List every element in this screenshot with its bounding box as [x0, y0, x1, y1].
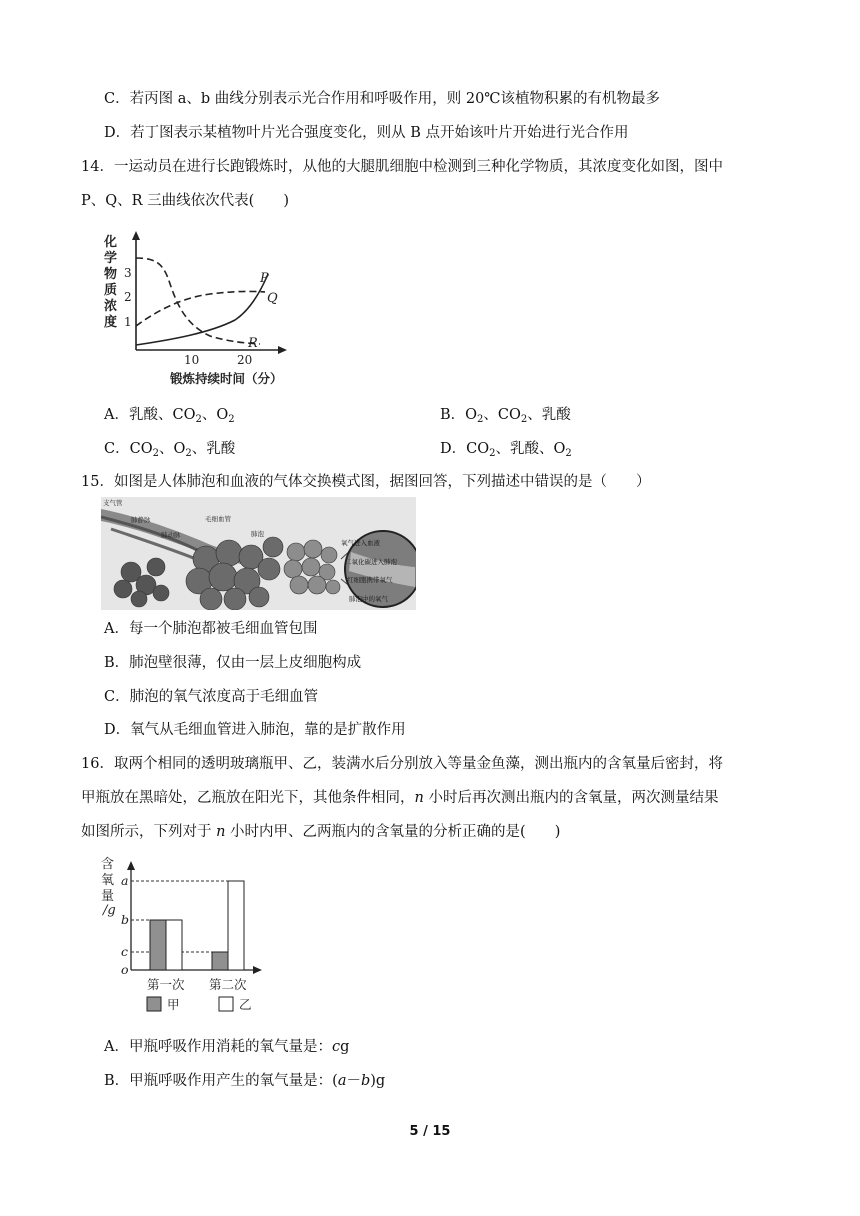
- q15-label-oxygen-to-blood: 氧气进入血液: [341, 539, 380, 547]
- q15-label-co2-to-alveolus: 二氧化碳进入肺泡: [345, 558, 397, 566]
- q15-alveoli-cluster: [186, 537, 283, 610]
- q14-label-r: R: [248, 336, 258, 351]
- q16-category-first: 第一次: [147, 977, 185, 992]
- q16-category-second: 第二次: [209, 977, 247, 992]
- q14-option-a: A．乳酸、$CO_2$、$O_2$: [104, 407, 235, 425]
- q16-stem-line1: 16．取两个相同的透明玻璃瓶甲、乙，装满水后分别放入等量金鱼藻，测出瓶内的含氧量后密封，将: [81, 756, 723, 772]
- q16-x-arrow: [253, 966, 262, 974]
- q14-ylabel-char: 学: [104, 251, 118, 266]
- q16-bar-jia-2: [212, 952, 228, 970]
- q14-label-p: P: [260, 271, 269, 286]
- q14-x-arrow: [278, 346, 287, 354]
- q13-option-d: D．若丁图表示某植物叶片光合强度变化，则从 B 点开始该叶片开始进行光合作用: [104, 125, 629, 141]
- q15-option-a: A．每一个肺泡都被毛细血管包围: [104, 621, 318, 637]
- q14-option-b: B．$O_2$、$CO_2$、乳酸: [440, 407, 571, 425]
- q14-curve-q: [136, 291, 265, 326]
- q13-option-c: C．若丙图 a、b 曲线分别表示光合作用和呼吸作用，则 20℃该植物积累的有机物最多: [104, 91, 661, 107]
- q14-ylabel-char: 物: [104, 267, 118, 282]
- q14-option-c: C．$CO_2$、$O_2$、乳酸: [104, 441, 236, 459]
- q16-ylabel-char: 氧: [101, 873, 115, 888]
- q15-stem: 15．如图是人体肺泡和血液的气体交换模式图，据图回答，下列描述中错误的是（ ）: [81, 474, 651, 490]
- q16-ytick-a: a: [121, 873, 129, 888]
- q16-bar-yi-2: [228, 881, 244, 970]
- q14-option-d: D．$CO_2$、乳酸、$O_2$: [440, 441, 572, 459]
- q16-legend-swatch-yi: [219, 997, 233, 1011]
- q16-ylabel-char: 含: [101, 857, 115, 872]
- q14-xlabel: 锻炼持续时间（分）: [170, 371, 283, 386]
- q14-ylabel-char: 浓: [104, 299, 118, 314]
- q15-option-b: B．肺泡壁很薄，仅由一层上皮细胞构成: [104, 655, 362, 671]
- q14-ylabel-char: 化: [104, 235, 118, 250]
- q14-ylabel-char: 质: [104, 283, 118, 298]
- q14-y-arrow: [132, 231, 140, 240]
- q15-option-d: D．氧气从毛细血管进入肺泡，靠的是扩散作用: [104, 722, 406, 738]
- q16-legend-yi: 乙: [239, 997, 252, 1012]
- q16-bars: [131, 881, 244, 970]
- q16-ytick-c: c: [121, 944, 129, 959]
- q16-bar-jia-1: [150, 920, 166, 970]
- q16-legend-jia: 甲: [167, 997, 180, 1012]
- q15-label-alveolar-oxygen: 肺泡中的氧气: [349, 595, 388, 603]
- page-number: 5 / 15: [409, 1124, 451, 1139]
- q14-ylabel-char: 度: [104, 315, 118, 330]
- q16-ylabel-char: 量: [101, 889, 115, 904]
- q14-curve-p: [136, 274, 268, 345]
- q16-legend-swatch-jia: [147, 997, 161, 1011]
- q14-ytick: 2: [124, 290, 132, 304]
- q14-stem-line1: 14．一运动员在进行长跑锻炼时，从他的大腿肌细胞中检测到三种化学物质，其浓度变化如图，图中: [81, 159, 723, 175]
- q15-label-pulmonary-vein: 肺静脉: [131, 516, 151, 524]
- q16-ytick-b: b: [121, 912, 130, 927]
- q14-stem-line2: P、Q、R 三曲线依次代表( ): [81, 193, 289, 209]
- q14-ytick: 1: [124, 315, 132, 329]
- q14-label-q: Q: [267, 291, 278, 306]
- q15-label-capillary: 毛细血管: [205, 515, 231, 523]
- q16-y-arrow: [127, 861, 135, 870]
- q16-stem-line2: 甲瓶放在黑暗处，乙瓶放在阳光下，其他条件相同，n 小时后再次测出瓶内的含氧量，两次测量结果: [81, 790, 719, 806]
- q16-oxygen-bar-chart: [94, 850, 274, 1020]
- q15-label-bronchus: 支气管: [103, 499, 123, 507]
- q15-label-alveolus: 肺泡: [251, 530, 264, 538]
- q14-xtick: 10: [184, 353, 200, 367]
- q15-alveoli-diagram: [101, 497, 416, 610]
- q14-concentration-chart: [100, 228, 300, 393]
- q14-xtick: 20: [237, 353, 253, 367]
- q15-label-pulmonary-artery: 肺动脉: [161, 531, 181, 539]
- q14-curve-r: [136, 258, 260, 344]
- q15-alveoli-cells: [284, 540, 340, 594]
- q14-ytick: 3: [124, 266, 132, 280]
- q16-stem-line3: 如图所示，下列对于 n 小时内甲、乙两瓶内的含氧量的分析正确的是( ): [81, 824, 561, 840]
- q16-ylabel-unit: /g: [103, 903, 116, 918]
- q16-ytick-o: o: [121, 962, 129, 977]
- q16-option-b: B．甲瓶呼吸作用产生的氧气量是：(a－b)g: [104, 1073, 386, 1089]
- q15-option-c: C．肺泡的氧气浓度高于毛细血管: [104, 689, 319, 705]
- q16-bar-yi-1: [166, 920, 182, 970]
- q15-label-rbc-oxygen: 红细胞携带氧气: [347, 576, 393, 584]
- q16-option-a: A．甲瓶呼吸作用消耗的氧气量是：cg: [104, 1039, 350, 1055]
